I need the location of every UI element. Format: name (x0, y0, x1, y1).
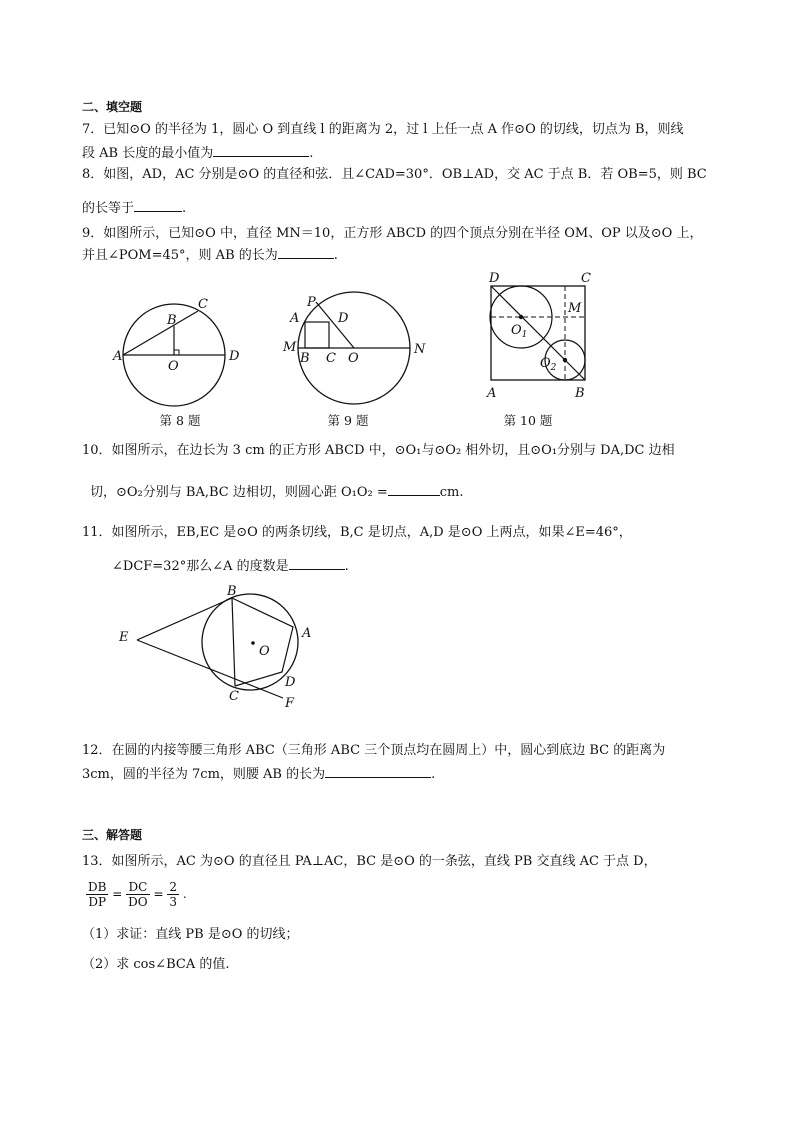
q8-line1: 8．如图，AD，AC 分别是⊙O 的直径和弦．且∠CAD=30°．OB⊥AD，交 AC 于点 B．若 OB=5，则 BC (82, 167, 707, 182)
q10-answer-blank (388, 482, 440, 496)
q12-line1: 12．在圆的内接等腰三角形 ABC（三角形 ABC 三个顶点均在圆周上）中，圆心到底边 BC 的距离为 (82, 743, 666, 758)
fig10-label-C: C (581, 271, 591, 286)
fig11-label-B: B (227, 584, 237, 599)
q7-line1: 7．已知⊙O 的半径为 1，圆心 O 到直线 l 的距离为 2，过 l 上任一点 A 作⊙O 的切线，切点为 B，则线 (82, 122, 684, 137)
fig10-label-A: A (487, 386, 497, 401)
fig10-label-O2: $O_2$ (540, 356, 557, 373)
q8-line2 (82, 198, 186, 218)
figure-9 (280, 295, 430, 415)
q10-line2 (90, 482, 464, 502)
fig8-label-O: O (168, 359, 179, 374)
q9-answer-blank (278, 245, 334, 259)
fig9-caption: 第 9 题 (327, 413, 369, 428)
q9-end: . (333, 248, 338, 263)
figure-11 (115, 585, 315, 715)
q7-line2 (82, 143, 313, 163)
q13-eq1: = (112, 887, 123, 901)
q11-text: ∠DCF=32°那么∠A 的度数是 (112, 559, 289, 574)
figure-8 (110, 295, 250, 415)
q10-end: cm. (439, 485, 464, 500)
fig8-label-A: A (113, 349, 123, 364)
fig11-label-E: E (119, 630, 129, 645)
q13-part2: （2）求 cos∠BCA 的值. (82, 957, 230, 972)
q7-answer-blank (213, 143, 309, 157)
fig9-label-M: M (283, 340, 297, 355)
q9-text: 并且∠POM=45°，则 AB 的长为 (82, 248, 278, 263)
q9-line2 (82, 245, 338, 265)
q13-frac-dc-do: $\frac{DC}{DO}$ (128, 880, 148, 909)
fig9-label-P: P (307, 295, 316, 310)
q13-ratio (86, 880, 187, 909)
fig11-label-F: F (285, 696, 295, 711)
q13-frac-2-3: $\frac{2}{3}$ (169, 880, 177, 909)
q10-text: 切，⊙O₂分别与 BA,BC 边相切，则圆心距 O₁O₂ = (90, 485, 388, 500)
q8-answer-blank (134, 198, 182, 212)
fig8-label-D: D (229, 349, 240, 364)
q10-line1: 10．如图所示，在边长为 3 cm 的正方形 ABCD 中，⊙O₁与⊙O₂ 相外切，且⊙O₁分别与 DA,DC 边相 (82, 443, 675, 458)
fig9-label-B: B (300, 351, 310, 366)
fig10-label-O1: $O_1$ (511, 323, 528, 340)
q13-part1: （1）求证：直线 PB 是⊙O 的切线； (82, 927, 299, 942)
q11-line1: 11．如图所示，EB,EC 是⊙O 的两条切线，B,C 是切点，A,D 是⊙O 上两点，如果∠E=46°， (82, 525, 632, 540)
q11-line2 (112, 556, 349, 576)
q7-end: . (309, 146, 314, 161)
fig8-caption: 第 8 题 (159, 413, 201, 428)
fig9-label-D: D (338, 311, 349, 326)
fig10-caption: 第 10 题 (503, 413, 553, 428)
q13-end: . (182, 887, 187, 901)
q12-line2 (82, 764, 435, 784)
fig9-label-O: O (348, 351, 359, 366)
figure-10 (485, 268, 605, 403)
section-title-solutions: 三、解答题 (82, 828, 143, 842)
q8-end: . (182, 201, 187, 216)
fig8-label-C: C (198, 297, 208, 312)
fig11-label-D: D (285, 675, 296, 690)
section-title-fill-in: 二、填空题 (82, 100, 143, 114)
q12-answer-blank (325, 764, 431, 778)
q9-line1: 9．如图所示，已知⊙O 中，直径 MN＝10，正方形 ABCD 的四个顶点分别在半径 OM、OP 以及⊙O 上， (82, 226, 703, 241)
q8-text: 的长等于 (82, 201, 135, 216)
fig11-label-O: O (259, 644, 270, 659)
fig10-label-M: M (568, 301, 582, 316)
q11-end: . (344, 559, 349, 574)
fig10-label-D: D (489, 271, 500, 286)
fig11-label-A: A (302, 626, 312, 641)
fig9-label-C: C (326, 351, 336, 366)
q13-line1: 13．如图所示，AC 为⊙O 的直径且 PA⊥AC，BC 是⊙O 的一条弦，直线 PB 交直线 AC 于点 D， (82, 854, 657, 869)
q13-eq2: = (153, 887, 164, 901)
fig9-label-N: N (414, 342, 426, 357)
fig11-label-C: C (229, 689, 239, 704)
q13-frac-db-dp: $\frac{DB}{DP}$ (88, 880, 107, 909)
fig8-label-B: B (167, 313, 177, 328)
q11-answer-blank (289, 556, 345, 570)
q12-text: 3cm，圆的半径为 7cm，则腰 AB 的长为 (82, 767, 326, 782)
fig10-label-B: B (575, 386, 585, 401)
q12-end: . (431, 767, 436, 782)
q7-text: 段 AB 长度的最小值为 (82, 146, 214, 161)
fig9-label-A: A (290, 311, 300, 326)
